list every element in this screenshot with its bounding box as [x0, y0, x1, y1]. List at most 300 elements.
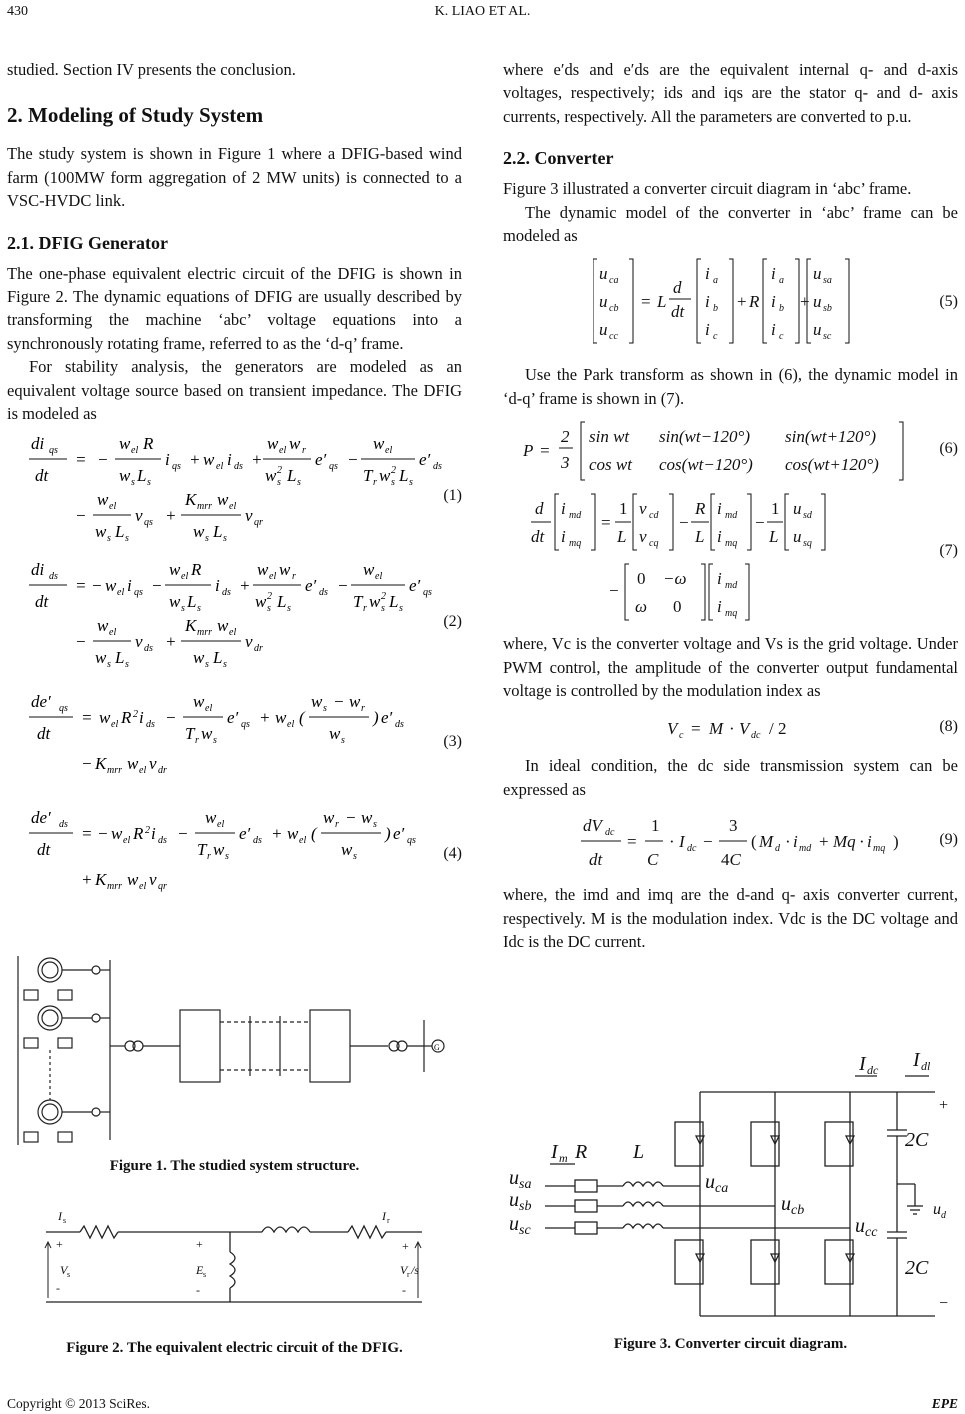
svg-text:2: 2 — [381, 591, 386, 603]
svg-text:s: s — [63, 1216, 67, 1225]
svg-text:s: s — [341, 735, 345, 747]
svg-text:sq: sq — [803, 538, 812, 550]
svg-text:−: − — [755, 513, 765, 533]
svg-text:r: r — [335, 819, 339, 831]
svg-text:K: K — [95, 870, 107, 890]
equation-7-math — [531, 488, 861, 624]
svg-text:w: w — [373, 434, 385, 454]
equation-6-math — [523, 418, 923, 484]
svg-text:I: I — [679, 832, 685, 852]
svg-text:el: el — [139, 881, 147, 893]
svg-text:R: R — [575, 1141, 588, 1163]
svg-text:−: − — [679, 513, 689, 533]
svg-text:w: w — [329, 724, 341, 744]
svg-text:w: w — [349, 692, 361, 712]
paragraph: In ideal condition, the dc side transmission system can be expressed as — [503, 756, 958, 799]
svg-text:qs: qs — [241, 719, 250, 731]
svg-text:qs: qs — [134, 587, 143, 599]
svg-text:w: w — [111, 824, 123, 844]
svg-text:i: i — [771, 292, 776, 312]
svg-text:=: = — [75, 450, 87, 470]
svg-text:i: i — [215, 576, 220, 596]
svg-text:w: w — [169, 560, 181, 580]
svg-text:el: el — [117, 587, 125, 599]
svg-text:L: L — [213, 648, 223, 668]
svg-text:w: w — [95, 648, 107, 668]
svg-text:+: + — [251, 450, 263, 470]
equation-5-math — [593, 253, 893, 349]
svg-text:u: u — [781, 1193, 791, 1215]
svg-text:V: V — [739, 719, 750, 739]
svg-text:w: w — [203, 450, 215, 470]
svg-text:s: s — [125, 659, 129, 670]
svg-text:L: L — [633, 1141, 645, 1163]
svg-text:T: T — [185, 724, 195, 744]
svg-text:=: = — [81, 708, 93, 728]
svg-text:C: C — [647, 850, 659, 870]
svg-text:sa: sa — [519, 1177, 532, 1192]
svg-text:w: w — [193, 522, 205, 542]
equation-number: (4) — [443, 845, 462, 863]
svg-text:+: + — [81, 870, 93, 890]
svg-text:c: c — [779, 331, 784, 343]
svg-text:2C: 2C — [905, 1129, 929, 1151]
svg-text:L: L — [115, 522, 125, 542]
svg-text:·: · — [785, 832, 791, 852]
equation-number: (6) — [939, 440, 958, 458]
svg-text:s: s — [197, 603, 201, 615]
paragraph: studied. Section IV presents the conclusion. — [7, 60, 296, 79]
svg-text:w: w — [127, 754, 139, 774]
svg-text:m: m — [559, 1151, 568, 1165]
svg-text:i: i — [561, 527, 566, 547]
svg-text:w: w — [213, 840, 225, 860]
svg-text:-: - — [56, 1281, 60, 1295]
svg-text:+: + — [165, 506, 177, 526]
subsection-heading: 2.2. Converter — [503, 148, 614, 169]
svg-text:mrr: mrr — [197, 627, 213, 639]
svg-text:/s: /s — [411, 1263, 420, 1277]
svg-text:w: w — [95, 522, 107, 542]
paragraph: For stability analysis, the generators are modeled as an equivalent voltage source based on transient impedance. The DFIG is modeled as — [7, 357, 462, 424]
svg-text:w: w — [275, 708, 287, 728]
equation-number: (2) — [443, 613, 462, 631]
svg-text:cd: cd — [649, 510, 659, 522]
svg-text:e′: e′ — [393, 824, 405, 844]
svg-text:sin(wt+120°): sin(wt+120°) — [785, 427, 876, 447]
svg-text:cb: cb — [609, 303, 619, 315]
svg-text:): ) — [373, 708, 379, 728]
svg-text:3: 3 — [561, 453, 570, 473]
svg-text:r: r — [292, 571, 296, 583]
svg-text:di: di — [31, 560, 45, 580]
svg-text:+: + — [271, 824, 283, 844]
svg-text:V: V — [60, 1263, 68, 1277]
paragraph: where e′ds and e′ds are the equivalent internal q- and d-axis voltages, respectively; ids and iqs are the stator q- and d- axis currents, respectively. All the parameters are converted to p.u. — [503, 60, 958, 126]
svg-text:mrr: mrr — [197, 501, 213, 513]
svg-text:el: el — [375, 571, 383, 583]
svg-text:a: a — [779, 275, 784, 287]
svg-text:d: d — [535, 499, 544, 519]
svg-text:md: md — [725, 580, 738, 592]
equation-9-math — [579, 809, 919, 875]
svg-text:de′: de′ — [31, 692, 51, 712]
svg-text:w: w — [205, 808, 217, 828]
page-number: 430 — [7, 4, 28, 19]
svg-text:c: c — [679, 730, 684, 742]
svg-text:s: s — [67, 1270, 71, 1279]
svg-text:e′: e′ — [315, 450, 327, 470]
svg-text:ds: ds — [253, 835, 262, 847]
svg-text:el: el — [181, 571, 189, 583]
svg-text:1: 1 — [651, 816, 660, 836]
svg-text:r: r — [361, 703, 365, 715]
svg-text:i: i — [127, 576, 132, 596]
section-heading: 2. Modeling of Study System — [7, 103, 264, 128]
equation-1 — [7, 425, 462, 543]
svg-text:L: L — [399, 466, 409, 486]
svg-text:+: + — [56, 1237, 63, 1251]
svg-text:): ) — [893, 832, 899, 852]
svg-text:w: w — [119, 466, 131, 486]
svg-text:w: w — [119, 434, 131, 454]
svg-text:i: i — [771, 320, 776, 340]
svg-text:u: u — [509, 1189, 519, 1211]
svg-text:−: − — [97, 450, 109, 470]
svg-text:w: w — [279, 560, 291, 580]
svg-text:(: ( — [299, 708, 305, 728]
svg-text:cc: cc — [865, 1225, 878, 1240]
svg-text:s: s — [399, 603, 403, 615]
svg-text:v: v — [135, 632, 143, 652]
svg-text:dt: dt — [671, 302, 685, 322]
svg-text:i: i — [717, 499, 722, 519]
svg-text:mq: mq — [725, 608, 738, 620]
svg-text:3: 3 — [729, 816, 738, 836]
svg-text:u: u — [599, 320, 608, 340]
svg-text:−: − — [151, 576, 163, 596]
paragraph: Use the Park transform as shown in (6), the dynamic model in ‘d-q’ frame is shown in (7). — [503, 365, 958, 408]
svg-text:mrr: mrr — [107, 765, 123, 777]
svg-text:ds: ds — [158, 835, 167, 847]
svg-text:di: di — [31, 434, 45, 454]
svg-text:u: u — [855, 1215, 865, 1237]
svg-text:qs: qs — [144, 517, 153, 529]
svg-text:ds: ds — [234, 461, 243, 473]
svg-text:cb: cb — [791, 1203, 805, 1218]
svg-text:L: L — [617, 527, 627, 547]
svg-text:e′: e′ — [305, 576, 317, 596]
equation-5 — [503, 253, 958, 349]
equation-2-math — [27, 551, 447, 669]
running-head-authors: K. LIAO ET AL. — [434, 4, 531, 19]
svg-text:=: = — [627, 832, 637, 852]
svg-text:c: c — [713, 331, 718, 343]
svg-text:I: I — [913, 1049, 920, 1071]
svg-text:w: w — [193, 648, 205, 668]
svg-text:s: s — [381, 603, 385, 615]
journal-name: EPE — [931, 1396, 958, 1411]
svg-text:qs: qs — [172, 461, 181, 473]
svg-text:s: s — [205, 533, 209, 544]
equation-number: (1) — [443, 487, 462, 505]
svg-text:L: L — [277, 592, 287, 612]
svg-text:I: I — [551, 1141, 558, 1163]
svg-text:+: + — [402, 1239, 409, 1253]
svg-text:V: V — [667, 719, 678, 739]
svg-text:r: r — [387, 1216, 390, 1225]
svg-text:Mq: Mq — [833, 832, 856, 852]
svg-text:L: L — [389, 592, 399, 612]
svg-text:i: i — [165, 450, 170, 470]
svg-text:ds: ds — [59, 819, 68, 831]
svg-text:e′: e′ — [409, 576, 421, 596]
svg-text:K: K — [185, 616, 197, 636]
svg-text:-: - — [402, 1283, 406, 1297]
equation-8-math — [663, 708, 863, 748]
svg-text:0: 0 — [637, 569, 646, 589]
svg-text:v: v — [245, 632, 253, 652]
svg-text:s: s — [107, 659, 111, 670]
svg-text:(: ( — [751, 832, 757, 852]
svg-text:sb: sb — [823, 303, 832, 315]
page-header — [0, 4, 965, 24]
svg-text:md: md — [569, 510, 582, 522]
svg-text:2: 2 — [145, 825, 150, 837]
svg-text:el: el — [279, 445, 287, 457]
svg-text:R: R — [191, 560, 202, 580]
svg-text:=: = — [539, 441, 551, 461]
svg-text:i: i — [717, 527, 722, 547]
svg-text:s: s — [373, 819, 377, 831]
svg-text:ds: ds — [144, 643, 153, 655]
equation-2 — [7, 551, 462, 669]
figure-1-caption: Figure 1. The studied system structure. — [109, 1158, 360, 1174]
equation-7 — [503, 488, 958, 624]
svg-text:i: i — [867, 832, 872, 852]
right-column — [503, 58, 958, 954]
svg-text:w: w — [201, 724, 213, 744]
svg-text:L: L — [287, 466, 297, 486]
svg-text:L: L — [137, 466, 147, 486]
svg-text:u: u — [509, 1167, 519, 1189]
svg-text:dc: dc — [687, 843, 697, 855]
paragraph: The study system is shown in Figure 1 where a DFIG-based wind farm (100MW form aggregation of 2 MW units) is connected to a VSC-HVDC link. — [7, 144, 462, 211]
svg-text:−: − — [75, 506, 87, 526]
svg-text:u: u — [813, 320, 822, 340]
figure-3-circuit — [505, 1046, 960, 1328]
svg-text:T: T — [353, 592, 363, 612]
svg-text:u: u — [813, 292, 822, 312]
svg-text:qs: qs — [59, 703, 68, 715]
svg-text:−: − — [75, 632, 87, 652]
svg-text:ds: ds — [395, 719, 404, 731]
svg-text:+: + — [239, 576, 251, 596]
copyright-text: Copyright © 2013 SciRes. — [7, 1396, 151, 1411]
svg-text:w: w — [97, 616, 109, 636]
svg-text:md: md — [725, 510, 738, 522]
svg-text:−: − — [165, 708, 177, 728]
equation-6 — [503, 418, 958, 484]
svg-text:el: el — [269, 571, 277, 583]
svg-text:−: − — [91, 576, 103, 596]
svg-text:−: − — [97, 824, 109, 844]
svg-text:−: − — [337, 576, 349, 596]
svg-text:+: + — [939, 1097, 949, 1114]
svg-text:dr: dr — [254, 643, 263, 655]
svg-text:s: s — [223, 659, 227, 670]
svg-text:dt: dt — [37, 840, 51, 860]
svg-text:4C: 4C — [721, 850, 741, 870]
svg-text:e′: e′ — [419, 450, 431, 470]
svg-text:w: w — [193, 692, 205, 712]
svg-text:+: + — [196, 1237, 203, 1251]
svg-text:w: w — [255, 592, 267, 612]
svg-text:el: el — [299, 835, 307, 847]
svg-text:w: w — [379, 466, 391, 486]
svg-text:I: I — [382, 1209, 386, 1223]
equation-number: (8) — [939, 718, 958, 736]
svg-text:w: w — [217, 616, 229, 636]
svg-text:=: = — [75, 576, 87, 596]
svg-text:dt: dt — [37, 724, 51, 744]
svg-text:w: w — [99, 708, 111, 728]
svg-text:L: L — [695, 527, 705, 547]
svg-text:0: 0 — [673, 597, 682, 617]
equation-3 — [7, 685, 462, 779]
svg-text:s: s — [391, 477, 395, 489]
svg-text:K: K — [95, 754, 107, 774]
svg-text:u: u — [793, 499, 802, 519]
svg-text:w: w — [323, 808, 335, 828]
svg-text:ds: ds — [433, 461, 442, 473]
svg-text:+: + — [259, 708, 271, 728]
svg-text:I: I — [859, 1053, 866, 1075]
svg-text:=: = — [601, 513, 611, 533]
svg-text:s: s — [267, 603, 271, 615]
svg-text:i: i — [771, 264, 776, 284]
figure-2 — [40, 1202, 430, 1312]
svg-text:2: 2 — [133, 709, 138, 721]
svg-text:+: + — [800, 292, 810, 312]
svg-text:a: a — [713, 275, 718, 287]
svg-text:dl: dl — [921, 1059, 931, 1073]
svg-text:b: b — [779, 303, 784, 315]
svg-text:sc: sc — [823, 331, 832, 343]
svg-text:L: L — [769, 527, 779, 547]
svg-text:s: s — [213, 735, 217, 747]
svg-text:el: el — [131, 445, 139, 457]
svg-text:u: u — [793, 527, 802, 547]
svg-text:el: el — [109, 627, 117, 639]
svg-text:·: · — [729, 719, 735, 739]
svg-text:dc: dc — [867, 1063, 879, 1077]
svg-text:d: d — [941, 1210, 946, 1221]
svg-text:w: w — [97, 490, 109, 510]
svg-text:v: v — [245, 506, 253, 526]
svg-text:R: R — [133, 824, 144, 844]
svg-text:i: i — [227, 450, 232, 470]
figure-3-caption: Figure 3. Converter circuit diagram. — [613, 1336, 848, 1352]
svg-text:s: s — [353, 851, 357, 863]
svg-text:u: u — [509, 1213, 519, 1235]
svg-text:w: w — [361, 808, 373, 828]
svg-text:+: + — [819, 832, 829, 852]
svg-text:qs: qs — [407, 835, 416, 847]
page-footer — [7, 1396, 958, 1412]
svg-text:w: w — [127, 870, 139, 890]
svg-text:qs: qs — [423, 587, 432, 599]
svg-text:M: M — [759, 832, 774, 852]
paragraph: Figure 3 illustrated a converter circuit diagram in ‘abc’ frame. — [503, 179, 912, 199]
equation-1-math — [27, 425, 447, 543]
svg-text:sin(wt−120°): sin(wt−120°) — [659, 427, 750, 447]
svg-text:el: el — [139, 765, 147, 777]
svg-text:ca: ca — [609, 275, 619, 287]
svg-text:L: L — [187, 592, 197, 612]
svg-text:mq: mq — [873, 843, 886, 855]
svg-text:w: w — [257, 560, 269, 580]
svg-text:w: w — [105, 576, 117, 596]
svg-text:R: R — [749, 292, 760, 312]
svg-text:el: el — [109, 501, 117, 513]
svg-text:1: 1 — [619, 499, 628, 519]
svg-text:d: d — [673, 278, 682, 298]
svg-text:s: s — [287, 603, 291, 615]
svg-text:−: − — [345, 808, 357, 828]
svg-text:R: R — [121, 708, 132, 728]
svg-text:el: el — [123, 835, 131, 847]
svg-text:dc: dc — [751, 730, 761, 742]
equation-9 — [503, 809, 958, 875]
svg-text:−: − — [177, 824, 189, 844]
svg-text:w: w — [169, 592, 181, 612]
svg-text:s: s — [323, 703, 327, 715]
svg-text:de′: de′ — [31, 808, 51, 828]
svg-text:dt: dt — [35, 466, 49, 486]
svg-text:qr: qr — [158, 881, 167, 893]
svg-text:s: s — [225, 851, 229, 863]
svg-text:u: u — [933, 1201, 941, 1218]
svg-text:d: d — [775, 843, 780, 855]
svg-text:v: v — [149, 870, 157, 890]
svg-text:s: s — [147, 477, 151, 489]
svg-text:r: r — [207, 851, 211, 863]
svg-text:sin wt: sin wt — [589, 427, 630, 447]
svg-text:v: v — [639, 499, 647, 519]
svg-text:i: i — [793, 832, 798, 852]
svg-text:cc: cc — [609, 331, 618, 343]
svg-text:b: b — [713, 303, 718, 315]
equation-number: (5) — [939, 293, 958, 311]
svg-text:ds: ds — [319, 587, 328, 599]
svg-text:−: − — [333, 692, 345, 712]
svg-text:e′: e′ — [381, 708, 393, 728]
svg-text:e′: e′ — [239, 824, 251, 844]
svg-text:i: i — [705, 320, 710, 340]
svg-text:w: w — [311, 692, 323, 712]
svg-text:T: T — [363, 466, 373, 486]
svg-text:w: w — [369, 592, 381, 612]
svg-text:v: v — [639, 527, 647, 547]
svg-text:w: w — [341, 840, 353, 860]
svg-text:el: el — [385, 445, 393, 457]
svg-text:ds: ds — [146, 719, 155, 731]
svg-text:M: M — [709, 719, 724, 739]
svg-text:v: v — [149, 754, 157, 774]
equation-8 — [503, 708, 958, 748]
svg-text:el: el — [217, 819, 225, 831]
